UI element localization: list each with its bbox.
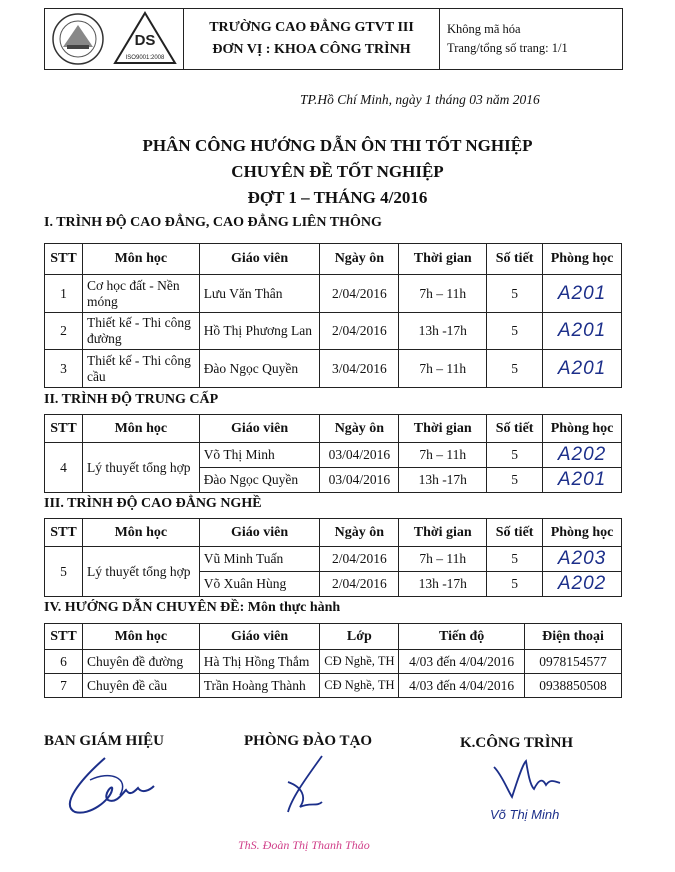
- time-cell: 7h – 11h: [399, 443, 487, 468]
- col-phong: Phòng học: [543, 519, 622, 547]
- section1-title: I. TRÌNH ĐỘ CAO ĐẲNG, CAO ĐẲNG LIÊN THÔNG: [44, 215, 382, 230]
- section2-title: II. TRÌNH ĐỘ TRUNG CẤP: [44, 392, 219, 407]
- col-gv: Giáo viên: [199, 624, 320, 650]
- col-ngay: Ngày ôn: [320, 519, 399, 547]
- date-cell: 2/04/2016: [320, 572, 399, 597]
- table-row: [45, 674, 622, 698]
- stt-cell: 1: [45, 275, 83, 313]
- signature-training-icon: [262, 752, 342, 817]
- header-school-block: [184, 9, 440, 69]
- date-line: TP.Hồ Chí Minh, ngày 1 tháng 03 năm 2016: [300, 92, 540, 107]
- room-cell: A201: [543, 468, 622, 493]
- teacher-cell: Trần Hoàng Thành: [199, 674, 320, 698]
- table-row: [45, 443, 622, 468]
- signature-board-icon: [50, 750, 160, 820]
- room-cell: A201: [543, 313, 622, 350]
- phone-cell: 0938850508: [525, 674, 622, 698]
- signature-faculty-name: Võ Thị Minh: [490, 807, 560, 822]
- doc-code: Không mã hóa: [447, 22, 521, 36]
- signature-training-name: ThS. Đoàn Thị Thanh Thảo: [238, 838, 370, 852]
- stt-cell: 4: [45, 443, 83, 493]
- date-cell: 2/04/2016: [320, 275, 399, 313]
- date-cell: 03/04/2016: [320, 468, 399, 493]
- section3-table: [44, 518, 622, 597]
- schedule-cell: 4/03 đến 4/04/2016: [399, 674, 525, 698]
- col-mon: Môn học: [82, 624, 199, 650]
- subject-cell: Thiết kế - Thi công đường: [82, 313, 199, 350]
- title-line1: PHÂN CÔNG HƯỚNG DẪN ÔN THI TỐT NGHIỆP: [142, 136, 533, 155]
- table-header: [45, 244, 622, 275]
- col-gv: Giáo viên: [199, 244, 320, 275]
- subject-cell: Cơ học đất - Nền móng: [82, 275, 199, 313]
- col-tiet: Số tiết: [487, 244, 543, 275]
- room-cell: A201: [543, 275, 622, 313]
- header-logos: [45, 9, 184, 69]
- table-header: [45, 624, 622, 650]
- time-cell: 7h – 11h: [399, 547, 487, 572]
- col-stt: STT: [45, 244, 83, 275]
- col-tg: Thời gian: [399, 519, 487, 547]
- school-logo-icon: [49, 11, 109, 67]
- page-count: Trang/tổng số trang: 1/1: [447, 41, 568, 55]
- periods-cell: 5: [487, 275, 543, 313]
- table-row: [45, 547, 622, 572]
- section3-title: III. TRÌNH ĐỘ CAO ĐẲNG NGHỀ: [44, 496, 262, 511]
- col-stt: STT: [45, 624, 83, 650]
- col-tg: Thời gian: [399, 415, 487, 443]
- unit-name: ĐƠN VỊ : KHOA CÔNG TRÌNH: [212, 42, 411, 57]
- teacher-cell: Đào Ngọc Quyền: [199, 468, 320, 493]
- svg-text:ISO9001:2008: ISO9001:2008: [125, 55, 165, 61]
- time-cell: 13h -17h: [399, 468, 487, 493]
- periods-cell: 5: [487, 547, 543, 572]
- table-row: [45, 650, 622, 674]
- teacher-cell: Hồ Thị Phương Lan: [199, 313, 320, 350]
- col-stt: STT: [45, 415, 83, 443]
- class-cell: CĐ Nghề, TH: [320, 650, 399, 674]
- col-tg: Thời gian: [399, 244, 487, 275]
- signature-faculty-icon: [488, 755, 578, 805]
- table-row: [45, 275, 622, 313]
- col-lop: Lớp: [320, 624, 399, 650]
- periods-cell: 5: [487, 350, 543, 388]
- col-tiet: Số tiết: [487, 519, 543, 547]
- subject-cell: Lý thuyết tổng hợp: [82, 443, 199, 493]
- table-header: [45, 519, 622, 547]
- time-cell: 7h – 11h: [399, 275, 487, 313]
- room-cell: A202: [543, 443, 622, 468]
- school-name: TRƯỜNG CAO ĐẲNG GTVT III: [209, 20, 414, 35]
- col-phong: Phòng học: [543, 244, 622, 275]
- teacher-cell: Lưu Văn Thân: [199, 275, 320, 313]
- phone-cell: 0978154577: [525, 650, 622, 674]
- room-cell: A201: [543, 350, 622, 388]
- table-row: [45, 350, 622, 388]
- stt-cell: 3: [45, 350, 83, 388]
- teacher-cell: Võ Xuân Hùng: [199, 572, 320, 597]
- col-gv: Giáo viên: [199, 519, 320, 547]
- col-mon: Môn học: [82, 244, 199, 275]
- iso-logo-icon: [113, 11, 177, 67]
- col-dt: Điện thoại: [525, 624, 622, 650]
- teacher-cell: Đào Ngọc Quyền: [199, 350, 320, 388]
- col-mon: Môn học: [82, 415, 199, 443]
- room-cell: A203: [543, 547, 622, 572]
- svg-text:DS: DS: [134, 32, 156, 49]
- date-cell: 03/04/2016: [320, 443, 399, 468]
- subject-cell: Lý thuyết tổng hợp: [82, 547, 199, 597]
- date-cell: 2/04/2016: [320, 547, 399, 572]
- teacher-cell: Võ Thị Minh: [199, 443, 320, 468]
- col-gv: Giáo viên: [199, 415, 320, 443]
- title-line2: CHUYÊN ĐỀ TỐT NGHIỆP: [231, 162, 444, 181]
- section1-table: [44, 243, 622, 388]
- header-box: [44, 8, 623, 70]
- room-cell: A202: [543, 572, 622, 597]
- section4-title: IV. HƯỚNG DẪN CHUYÊN ĐỀ: Môn thực hành: [44, 600, 341, 615]
- date-cell: 3/04/2016: [320, 350, 399, 388]
- col-mon: Môn học: [82, 519, 199, 547]
- stt-cell: 7: [45, 674, 83, 698]
- periods-cell: 5: [487, 572, 543, 597]
- time-cell: 13h -17h: [399, 313, 487, 350]
- section4-table: [44, 623, 622, 698]
- teacher-cell: Hà Thị Hồng Thắm: [199, 650, 320, 674]
- col-phong: Phòng học: [543, 415, 622, 443]
- teacher-cell: Vũ Minh Tuấn: [199, 547, 320, 572]
- signature-title-board: BAN GIÁM HIỆU: [44, 733, 165, 749]
- table-row: [45, 313, 622, 350]
- col-ngay: Ngày ôn: [320, 244, 399, 275]
- title-line3: ĐỢT 1 – THÁNG 4/2016: [247, 188, 428, 207]
- class-cell: CĐ Nghề, TH: [320, 674, 399, 698]
- table-header: [45, 415, 622, 443]
- subject-cell: Thiết kế - Thi công cầu: [82, 350, 199, 388]
- periods-cell: 5: [487, 313, 543, 350]
- subject-cell: Chuyên đề đường: [82, 650, 199, 674]
- signature-title-training: PHÒNG ĐÀO TẠO: [244, 733, 373, 749]
- time-cell: 7h – 11h: [399, 350, 487, 388]
- date-cell: 2/04/2016: [320, 313, 399, 350]
- stt-cell: 5: [45, 547, 83, 597]
- col-ngay: Ngày ôn: [320, 415, 399, 443]
- section2-table: [44, 414, 622, 493]
- subject-cell: Chuyên đề cầu: [82, 674, 199, 698]
- schedule-cell: 4/03 đến 4/04/2016: [399, 650, 525, 674]
- col-tiet: Số tiết: [487, 415, 543, 443]
- periods-cell: 5: [487, 443, 543, 468]
- signature-title-faculty: K.CÔNG TRÌNH: [460, 735, 574, 751]
- periods-cell: 5: [487, 468, 543, 493]
- stt-cell: 2: [45, 313, 83, 350]
- col-tiendo: Tiến độ: [399, 624, 525, 650]
- col-stt: STT: [45, 519, 83, 547]
- time-cell: 13h -17h: [399, 572, 487, 597]
- stt-cell: 6: [45, 650, 83, 674]
